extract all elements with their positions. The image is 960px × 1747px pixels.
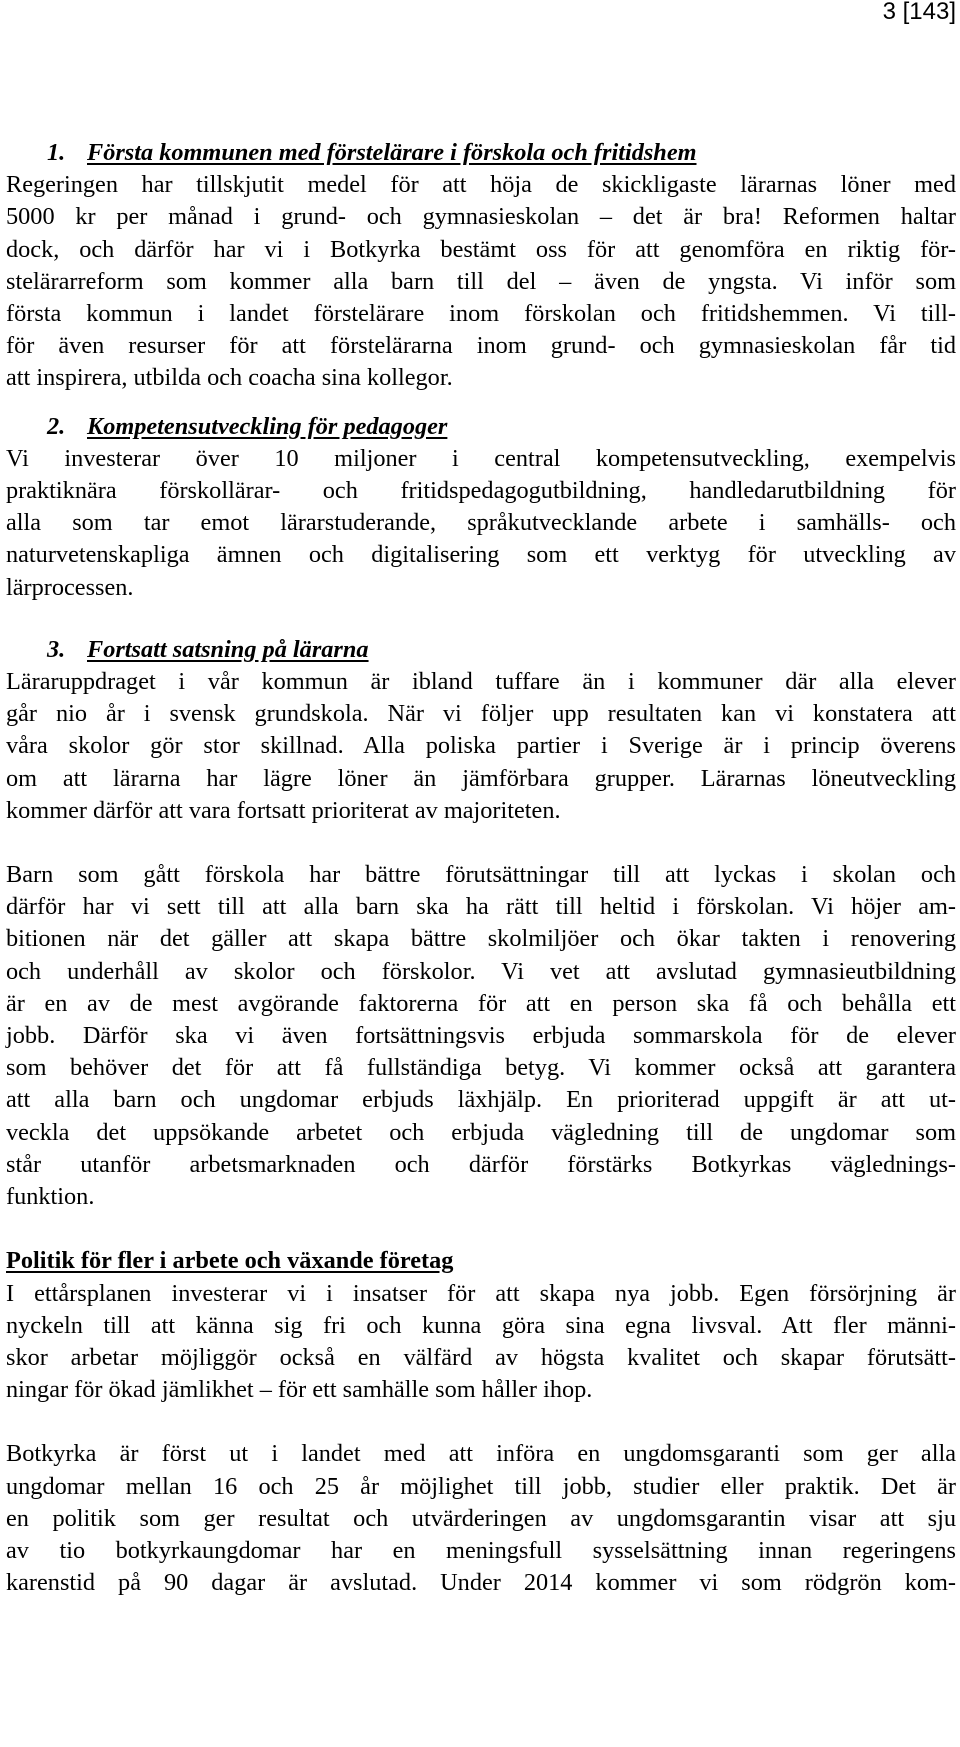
section-2-paragraph bbox=[6, 443, 956, 604]
section-title: Fortsatt satsning på lärarna bbox=[87, 635, 369, 663]
politics-paragraph bbox=[6, 1278, 956, 1407]
text-line: våra skolor gör stor skillnad. Alla poliska partier i Sverige är i princip överens bbox=[6, 732, 956, 760]
text-line: som behöver det för att få fullständiga betyg. Vi kommer också att garantera bbox=[6, 1054, 956, 1082]
text-line: och underhåll av skolor och förskolor. Vi vet att avslutad gymnasieutbildning bbox=[6, 957, 956, 985]
text-line: därför har vi sett till att alla barn ska ha rätt till heltid i förskolan. Vi höjer am- bbox=[6, 893, 956, 921]
section-heading-1 bbox=[6, 137, 956, 169]
text-line: jobb. Därför ska vi även fortsättningsvis erbjuda sommarskola för de elever bbox=[6, 1022, 956, 1050]
text-line: praktiknära förskollärar- och fritidspedagogutbildning, handledarutbildning för bbox=[6, 477, 956, 505]
text-line: första kommun i landet förstelärare inom förskolan och fritidshemmen. Vi till- bbox=[6, 300, 956, 328]
text-line: Barn som gått förskola har bättre förutsättningar till att lyckas i skolan och bbox=[6, 861, 956, 889]
text-line: veckla det uppsökande arbetet och erbjuda vägledning till de ungdomar som bbox=[6, 1118, 956, 1146]
section-1-paragraph bbox=[6, 169, 956, 394]
text-line: ungdomar mellan 16 och 25 år möjlighet till jobb, studier eller praktik. Det är bbox=[6, 1472, 956, 1500]
section-title: Första kommunen med förstelärare i förskola och fritidshem bbox=[87, 139, 697, 166]
text-line: alla som tar emot lärarstuderande, språkutvecklande arbete i samhälls- och bbox=[6, 509, 956, 537]
text-line: ningar för ökad jämlikhet – för ett samhälle som håller ihop. bbox=[6, 1376, 593, 1404]
section-3-paragraph bbox=[6, 666, 956, 827]
text-line: att alla barn och ungdomar erbjuds läxhjälp. En prioriterad uppgift är att ut- bbox=[6, 1086, 956, 1114]
text-line: 5000 kr per månad i grund- och gymnasieskolan – det är bra! Reformen haltar bbox=[6, 203, 956, 231]
text-line: stelärarreform som kommer alla barn till del – även de yngsta. Vi inför som bbox=[6, 267, 956, 295]
section-heading-2 bbox=[6, 411, 956, 443]
text-line: är en av de mest avgörande faktorerna för att en person ska få och behålla ett bbox=[6, 989, 956, 1017]
text-line: Läraruppdraget i vår kommun är ibland tuffare än i kommuner där alla elever bbox=[6, 668, 956, 696]
section-number: 1. bbox=[47, 139, 66, 166]
youth-paragraph bbox=[6, 1438, 956, 1599]
text-line: av tio botkyrkaungdomar har en meningsfull sysselsättning innan regeringens bbox=[6, 1536, 956, 1564]
text-line: att inspirera, utbilda och coacha sina kollegor. bbox=[6, 364, 453, 392]
section-heading-3 bbox=[6, 634, 956, 666]
page-number: 3 [143] bbox=[882, 0, 956, 25]
politics-heading: Politik för fler i arbete och växande företag bbox=[6, 1247, 454, 1275]
document-body bbox=[6, 137, 956, 1599]
text-line: nyckeln till att känna sig fri och kunna göra sina egna livsval. Att fler männi- bbox=[6, 1311, 956, 1339]
text-line: Botkyrka är först ut i landet med att införa en ungdomsgaranti som ger alla bbox=[6, 1440, 956, 1468]
text-line: står utanför arbetsmarknaden och därför förstärks Botkyrkas väglednings- bbox=[6, 1150, 956, 1178]
text-line: I ettårsplanen investerar vi i insatser för att skapa nya jobb. Egen försörjning är bbox=[6, 1279, 956, 1307]
text-line: skor arbetar möjliggör också en välfärd av högsta kvalitet och skapar förutsätt- bbox=[6, 1343, 956, 1371]
text-line: går nio år i svensk grundskola. När vi följer upp resultaten kan vi konstatera att bbox=[6, 700, 956, 728]
children-paragraph bbox=[6, 859, 956, 1213]
text-line: om att lärarna har lägre löner än jämförbara grupper. Lärarnas löneutveckling bbox=[6, 764, 956, 792]
text-line: lärprocessen. bbox=[6, 573, 134, 601]
section-title: Kompetensutveckling för pedagoger bbox=[87, 412, 448, 440]
text-line: funktion. bbox=[6, 1183, 95, 1211]
section-number: 3. bbox=[47, 635, 66, 663]
text-line: bitionen när det gäller att skapa bättre skolmiljöer och ökar takten i renovering bbox=[6, 925, 956, 953]
section-number: 2. bbox=[47, 412, 66, 440]
text-line: Regeringen har tillskjutit medel för att höja de skickligaste lärarnas löner med bbox=[6, 171, 956, 199]
text-line: kommer därför att vara fortsatt prioriterat av majoriteten. bbox=[6, 796, 561, 824]
text-line: dock, och därför har vi i Botkyrka bestämt oss för att genomföra en riktig för- bbox=[6, 235, 956, 263]
text-line: naturvetenskapliga ämnen och digitalisering som ett verktyg för utveckling av bbox=[6, 541, 956, 569]
text-line: karenstid på 90 dagar är avslutad. Under 2014 kommer vi som rödgrön kom- bbox=[6, 1569, 956, 1597]
text-line: Vi investerar över 10 miljoner i central kompetensutveckling, exempelvis bbox=[6, 444, 956, 472]
text-line: en politik som ger resultat och utvärderingen av ungdomsgarantin visar att sju bbox=[6, 1504, 956, 1532]
text-line: för även resurser för att förstelärarna inom grund- och gymnasieskolan får tid bbox=[6, 332, 956, 360]
